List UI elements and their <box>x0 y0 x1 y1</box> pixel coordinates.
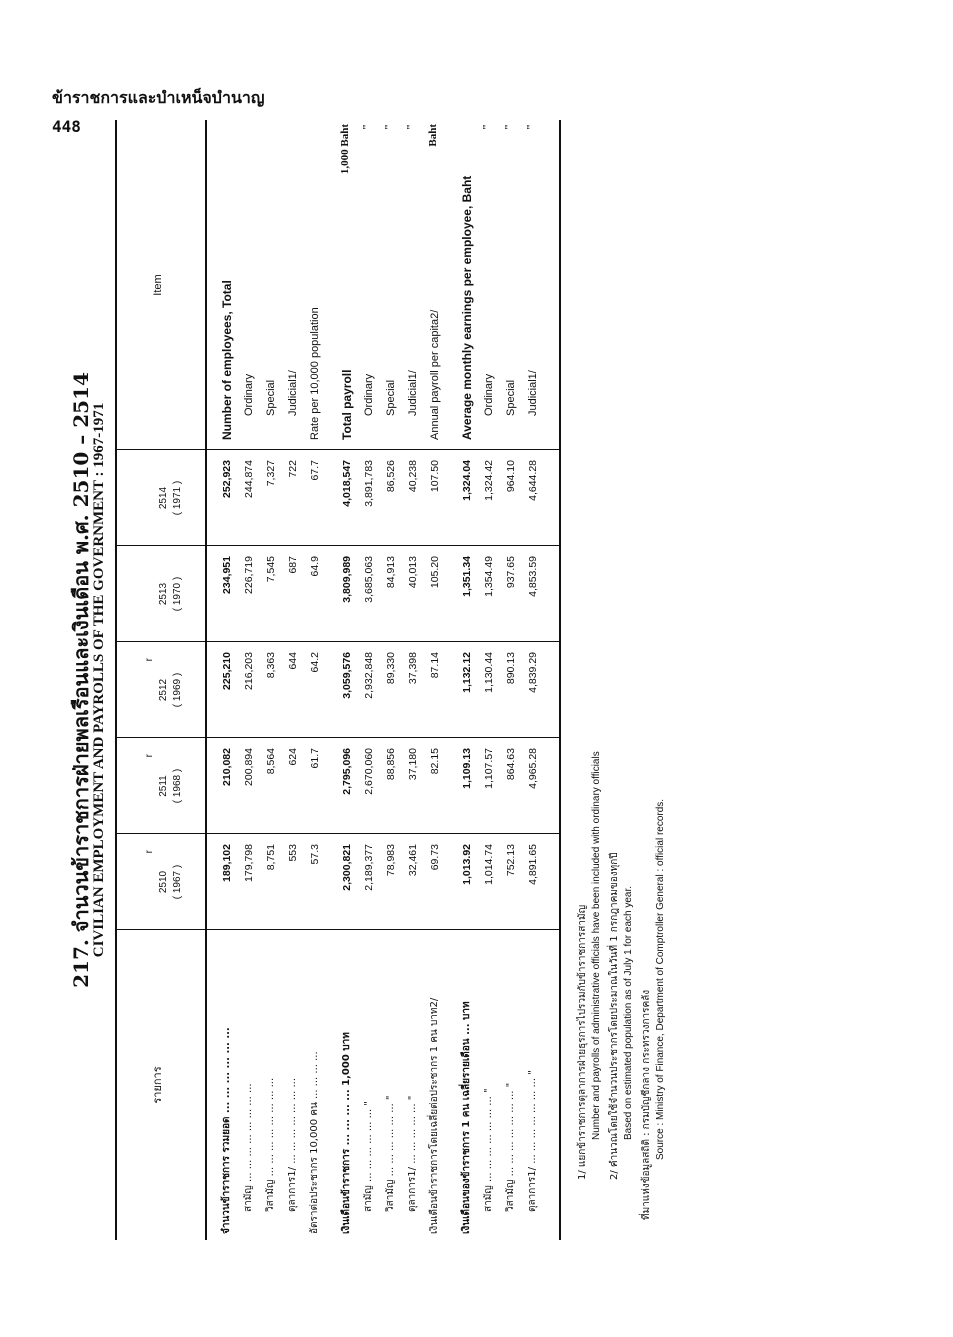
table-cell: 86,526 <box>385 460 397 493</box>
year-header-mark: r <box>144 850 155 854</box>
row-label-thai: สามัญ ... ... ... ... ... ... " <box>363 1101 374 1212</box>
table-title-english: CIVILIAN EMPLOYMENT AND PAYROLLS OF THE GOVERNMENT : 1967-1971 <box>91 402 107 958</box>
column-divider <box>115 449 559 450</box>
table-cell: 1,109.13 <box>461 748 473 789</box>
table-cell: 3,059,576 <box>341 652 353 699</box>
table-cell: 1,132.12 <box>461 652 473 693</box>
table-cell: 4,644.28 <box>527 460 539 501</box>
table-cell: 88,856 <box>385 748 397 781</box>
footnote-1-thai: 1/ แยกข้าราชการตุลาการฝ่ายธุรการไปรวมกับข้าราชการสามัญ <box>577 904 588 1180</box>
table-cell: 4,018,547 <box>341 460 353 507</box>
table-cell: 107.50 <box>429 460 441 493</box>
table-cell: 105.20 <box>429 556 441 589</box>
year-header <box>143 546 185 642</box>
table-cell: 87.14 <box>429 652 441 679</box>
bottom-rule <box>559 120 561 1240</box>
row-label-thai: สามัญ ... ... ... ... ... ... ... ... <box>243 1083 254 1212</box>
table-cell: 67.7 <box>309 460 321 481</box>
row-label-thai: สามัญ ... ... ... ... ... ... ... " <box>483 1088 494 1212</box>
year-header-be: 2514 <box>158 486 169 510</box>
page-number: 448 <box>52 117 81 136</box>
row-label-english: Special <box>505 379 517 416</box>
table-cell: 7,327 <box>265 460 277 487</box>
year-header-be: 2510 <box>158 870 169 894</box>
row-label-english: Judicial1/ <box>527 370 539 416</box>
row-unit: " <box>383 124 395 131</box>
header-item: Item <box>152 274 164 296</box>
footnote-2-thai: 2/ คำนวณโดยใช้จำนวนประชากรโดยประมาณในวันที่ 1 กรกฎาคมของทุกปี <box>609 852 620 1180</box>
table-cell: 252,923 <box>221 460 233 498</box>
table-cell: 179,798 <box>243 844 255 882</box>
table-cell: 644 <box>287 652 299 670</box>
row-unit: Baht <box>427 124 439 147</box>
top-rule <box>115 120 117 1240</box>
table-cell: 89,330 <box>385 652 397 685</box>
year-header-ce: ( 1968 ) <box>172 768 183 804</box>
year-header-be: 2512 <box>158 678 169 702</box>
source-thai: ที่มาแห่งข้อมูลสถิติ : กรมบัญชีกลาง กระทรวงการคลัง <box>641 989 652 1220</box>
table-title-thai: 217. จำนวนข้าราชการฝ่ายพลเรือนและเงินเดือน พ.ศ. 2510 – 2514 <box>69 372 93 988</box>
table-cell: 1,324.04 <box>461 460 473 501</box>
table-cell: 32,461 <box>407 844 419 877</box>
table-cell: 3,809,989 <box>341 556 353 603</box>
year-header-ce: ( 1971 ) <box>172 480 183 516</box>
table-cell: 189,102 <box>221 844 233 882</box>
table-cell: 2,189,377 <box>363 844 375 891</box>
row-label-thai: เงินเดือนข้าราชการโดยเฉลี่ยต่อประชากร 1 คน บาท2/ <box>429 997 440 1234</box>
year-header-ce: ( 1970 ) <box>172 576 183 612</box>
table-cell: 64.9 <box>309 556 321 577</box>
table-cell: 3,685,063 <box>363 556 375 603</box>
table-cell: 553 <box>287 844 299 862</box>
year-header-ce: ( 1967 ) <box>172 864 183 900</box>
table-cell: 37,398 <box>407 652 419 685</box>
table-cell: 4,965.28 <box>527 748 539 789</box>
table-cell: 1,354.49 <box>483 556 495 597</box>
row-unit: " <box>525 124 537 131</box>
row-label-english: Annual payroll per capita2/ <box>429 309 441 440</box>
row-label-english: Ordinary <box>243 373 255 416</box>
table-cell: 82.15 <box>429 748 441 775</box>
table-cell: 3,891,783 <box>363 460 375 507</box>
table-cell: 752.13 <box>505 844 517 877</box>
table-cell: 8,751 <box>265 844 277 871</box>
table-cell: 57.3 <box>309 844 321 865</box>
row-unit: " <box>503 124 515 131</box>
rotated-table-page <box>65 120 666 1240</box>
row-label-english: Judicial1/ <box>407 370 419 416</box>
year-header-mark: r <box>144 658 155 662</box>
table-cell: 4,891.65 <box>527 844 539 885</box>
footnote-2-english: Based on estimated population as of July 1 for each year. <box>623 885 634 1140</box>
year-header <box>143 738 185 834</box>
table-cell: 2,932,848 <box>363 652 375 699</box>
table-cell: 8,363 <box>265 652 277 679</box>
table-cell: 4,839.29 <box>527 652 539 693</box>
table-cell: 890.13 <box>505 652 517 685</box>
year-header-ce: ( 1969 ) <box>172 672 183 708</box>
row-unit: " <box>405 124 417 131</box>
row-label-thai: เงินเดือนข้าราชการ ... ... ... ... 1,000 บาท <box>341 1032 352 1234</box>
row-unit: 1,000 Baht <box>339 124 351 175</box>
table-cell: 687 <box>287 556 299 574</box>
header-thai-item: รายการ <box>151 1066 164 1104</box>
table-cell: 2,670,060 <box>363 748 375 795</box>
table-cell: 964.10 <box>505 460 517 493</box>
year-header-mark: r <box>144 754 155 758</box>
table-cell: 61.7 <box>309 748 321 769</box>
footnote-1-english: Number and payrolls of administrative officials have been included with ordinary officials <box>591 751 602 1140</box>
table-cell: 40,238 <box>407 460 419 493</box>
table-cell: 84,913 <box>385 556 397 589</box>
year-header <box>143 642 185 738</box>
row-label-thai: เงินเดือนของข้าราชการ 1 คน เฉลี่ยรายเดือน ... บาท <box>461 1001 472 1234</box>
row-label-thai: ตุลาการ1/ ... ... ... ... ... " <box>407 1095 418 1212</box>
table-cell: 722 <box>287 460 299 478</box>
table-cell: 1,324.42 <box>483 460 495 501</box>
table-cell: 7,545 <box>265 556 277 583</box>
row-label-thai: จำนวนข้าราชการ รวมยอด ... ... ... ... ... ... <box>221 1027 232 1234</box>
table-cell: 2,795,096 <box>341 748 353 795</box>
table-cell: 225,210 <box>221 652 233 690</box>
table-cell: 1,351.34 <box>461 556 473 597</box>
row-label-english: Total payroll <box>340 369 354 440</box>
row-label-english: Number of employees, Total <box>220 280 234 440</box>
row-label-thai: ตุลาการ1/ ... ... ... ... ... ... ... " <box>527 1070 538 1212</box>
table-cell: 78,983 <box>385 844 397 877</box>
table-cell: 864.63 <box>505 748 517 781</box>
row-label-thai: วิสามัญ ... ... ... ... ... ... ... ... <box>265 1077 276 1212</box>
table-cell: 1,014.74 <box>483 844 495 885</box>
row-label-english: Rate per 10,000 population <box>309 307 321 440</box>
row-label-english: Judicial1/ <box>287 370 299 416</box>
row-label-english: Ordinary <box>483 373 495 416</box>
year-header <box>143 450 185 546</box>
row-label-thai: ตุลาการ1/ ... ... ... ... ... ... ... <box>287 1077 298 1212</box>
year-header <box>143 834 185 930</box>
table-cell: 244,874 <box>243 460 255 498</box>
table-cell: 234,951 <box>221 556 233 594</box>
table-cell: 1,013.92 <box>461 844 473 885</box>
table-cell: 69.73 <box>429 844 441 871</box>
row-unit: " <box>361 124 373 131</box>
year-header-mark <box>143 546 157 642</box>
table-cell: 210,082 <box>221 748 233 786</box>
row-label-thai: วิสามัญ ... ... ... ... ... ... ... " <box>505 1082 516 1212</box>
table-cell: 937.65 <box>505 556 517 589</box>
table-cell: 226,719 <box>243 556 255 594</box>
row-unit: " <box>481 124 493 131</box>
table-cell: 64.2 <box>309 652 321 673</box>
table-cell: 1,107.57 <box>483 748 495 789</box>
year-header-be: 2513 <box>158 582 169 606</box>
year-header-be: 2511 <box>158 775 169 797</box>
row-label-english: Special <box>385 379 397 416</box>
table-cell: 40,013 <box>407 556 419 589</box>
table-cell: 200,894 <box>243 748 255 786</box>
source-english: Source : Ministry of Finance, Department of Comptroller General : official records. <box>655 798 666 1160</box>
running-head: ข้าราชการและบำเหน็จบำนาญ <box>52 88 265 107</box>
row-label-thai: อัตราต่อประชากร 10,000 คน ... ... ... ... <box>309 1051 320 1234</box>
row-label-english: Ordinary <box>363 373 375 416</box>
year-header-mark <box>143 450 157 546</box>
table-cell: 8,564 <box>265 748 277 775</box>
row-label-english: Average monthly earnings per employee, Baht <box>460 175 474 440</box>
row-label-thai: วิสามัญ ... ... ... ... ... ... " <box>385 1095 396 1212</box>
table-cell: 216,203 <box>243 652 255 690</box>
table-cell: 1,130.44 <box>483 652 495 693</box>
table-cell: 2,300,821 <box>341 844 353 891</box>
table-cell: 4,853.59 <box>527 556 539 597</box>
table-cell: 37,180 <box>407 748 419 781</box>
header-rule <box>205 120 207 1240</box>
table-cell: 624 <box>287 748 299 766</box>
row-label-english: Special <box>265 379 277 416</box>
